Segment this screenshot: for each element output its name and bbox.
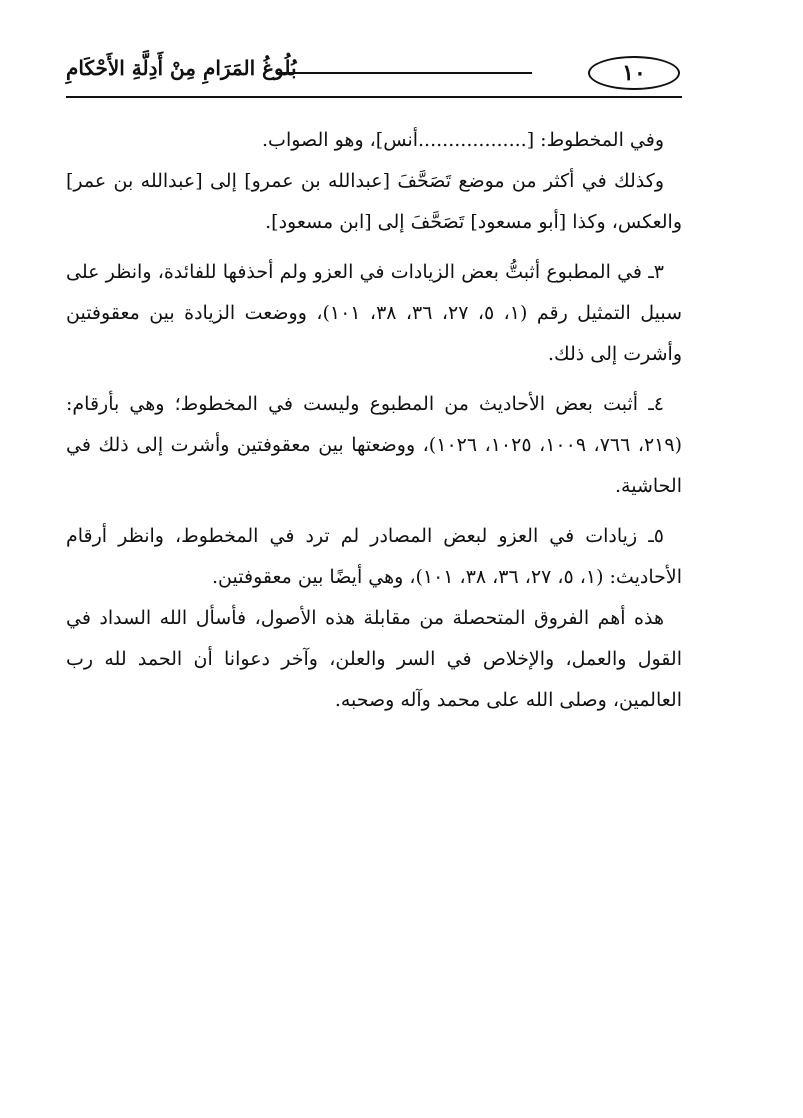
book-title: بُلُوغُ المَرَامِ مِنْ أَدِلَّةِ الأَحْكَامِ: [66, 56, 297, 80]
paragraph: ٤ـ أثبت بعض الأحاديث من المطبوع وليست في المخطوط؛ وهي بأرقام: (٢١٩، ٧٦٦، ١٠٠٩، ١٠٢٥، ١٠٢٦)، ووضعتها بين معقوفتين وأشرت إلى ذلك في الحاشية.: [66, 393, 683, 497]
page-number-badge: ١٠: [588, 56, 680, 90]
header-rule: [66, 96, 682, 98]
paragraph: ٣ـ في المطبوع أثبتُّ بعض الزيادات في العزو ولم أحذفها للفائدة، وانظر على سبيل التمثيل رقم (١، ٥، ٢٧، ٣٦، ٣٨، ١٠١)، ووضعت الزيادة بين معقوفتين وأشرت إلى ذلك.: [66, 261, 683, 365]
page-header: [66, 52, 682, 98]
paragraph: ٥ـ زيادات في العزو لبعض المصادر لم ترد في المخطوط، وانظر أرقام الأحاديث: (١، ٥، ٢٧، ٣٦، ٣٨، ١٠١)، وهي أيضًا بين معقوفتين.: [66, 525, 682, 588]
paragraph: وكذلك في أكثر من موضع تَصَحَّفَ [عبدالله بن عمرو] إلى [عبدالله بن عمر] والعكس، وكذا [أبو مسعود] تَصَحَّفَ إلى [ابن مسعود].: [66, 170, 682, 233]
page-body: [66, 120, 682, 730]
header-line: [276, 72, 532, 74]
paragraph: هذه أهم الفروق المتحصلة من مقابلة هذه الأصول، فأسأل الله السداد في القول والعمل، والإخلاص في السر والعلن، وآخر دعوانا أن الحمد لله رب العالمين، وصلى الله على محمد وآله وصحبه.: [66, 607, 682, 711]
paragraph: وفي المخطوط: [..................أنس]، وهو الصواب.: [262, 129, 664, 151]
